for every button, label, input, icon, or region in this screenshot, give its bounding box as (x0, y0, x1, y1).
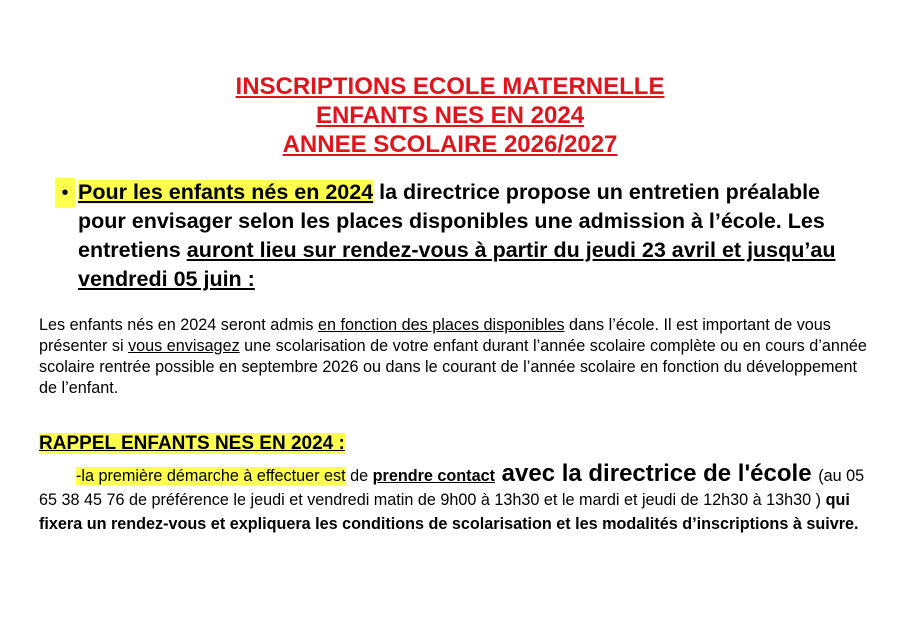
bullet-highlight: Pour les enfants nés en 2024 (78, 180, 374, 204)
step-contact: prendre contact (372, 467, 495, 485)
first-step-paragraph (39, 462, 869, 536)
bullet-icon: • (55, 178, 75, 208)
admission-paragraph (39, 315, 869, 399)
para-text-1: Les enfants nés en 2024 seront admis (39, 316, 318, 334)
step-text-1: de (345, 467, 373, 485)
bullet-text (78, 178, 855, 294)
step-highlight: -la première démarche à effectuer est (76, 467, 346, 485)
step-conclusion: qui fixera un rendez-vous et expliquera les conditions de scolarisation et les modalités d’inscriptions à suivre. (39, 491, 859, 533)
rappel-heading (39, 431, 345, 457)
bullet-notice (55, 178, 855, 294)
rappel-label: RAPPEL ENFANTS NES EN 2024 : (39, 433, 345, 454)
para-text-2: dans l’école. Il est important de vous présenter si (39, 316, 831, 355)
title-line-1: INSCRIPTIONS ECOLE MATERNELLE (235, 73, 665, 100)
step-directrice: avec la directrice de l'école (494, 460, 819, 487)
step-phone-hours: (au 05 65 38 45 76 de préférence le jeudi et vendredi matin de 9h00 à 13h30 et le mardi et jeudi de 12h30 à 13h30 ) (39, 467, 865, 509)
document-title (0, 72, 900, 159)
title-line-2: ENFANTS NES EN 2024 (315, 102, 585, 129)
title-line-3: ANNEE SCOLAIRE 2026/2027 (282, 131, 618, 158)
bullet-dates: auront lieu sur rendez-vous à partir du jeudi 23 avril et jusqu’au vendredi 05 juin : (78, 238, 836, 291)
para-text-3: une scolarisation de votre enfant durant l’année scolaire complète ou en cours d’année scolaire rentrée possible en septembre 2026 ou dans le courant de l’année scolaire en fonction du développement de l’enfant. (39, 337, 867, 397)
para-underline-1: en fonction des places disponibles (317, 316, 565, 334)
bullet-body: la directrice propose un entretien préalable pour envisager selon les places disponibles une admission à l’école. Les entretiens (78, 180, 825, 262)
para-underline-2: vous envisagez (128, 337, 240, 355)
